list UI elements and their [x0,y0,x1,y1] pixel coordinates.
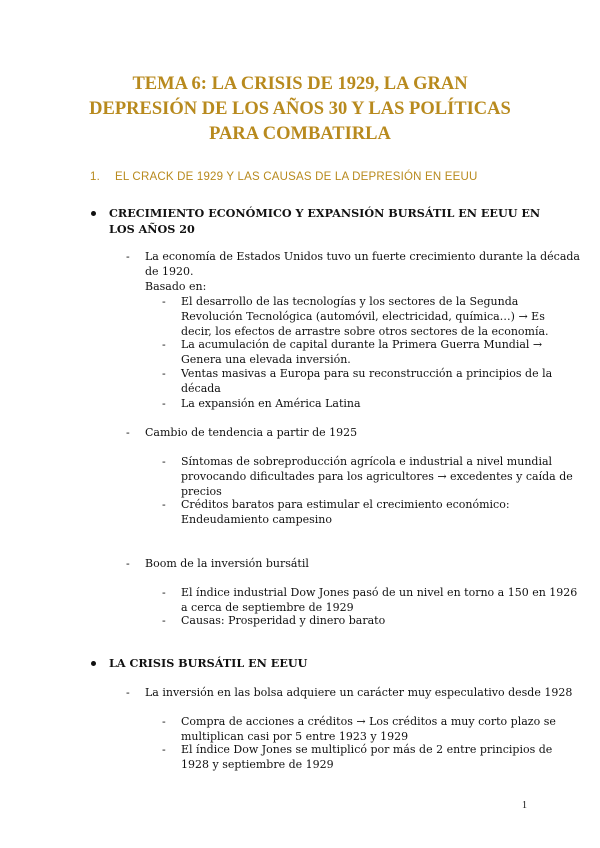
list-item: La inversión en las bolsa adquiere un carácter muy especulativo desde 1928 [145,686,573,699]
sub-list-item: Créditos baratos para estimular el crecimiento económico: Endeudamiento campesino [181,498,510,526]
bullet-icon [91,211,96,216]
sub-list-item: Causas: Prosperidad y dinero barato [181,614,386,627]
block-heading: LA CRISIS BURSÁTIL EN EEUU [109,656,308,670]
dash-icon: - [162,455,166,468]
block-heading: CRECIMIENTO ECONÓMICO Y EXPANSIÓN BURSÁTIL EN EEUU EN LOS AÑOS 20 [109,206,541,236]
sub-list-item: El índice industrial Dow Jones pasó de un nivel en torno a 150 en 1926 a cerca de septiembre de 1929 [181,586,578,614]
section-title: EL CRACK DE 1929 Y LAS CAUSAS DE LA DEPRESIÓN EN EEUU [115,171,478,183]
list-item: Cambio de tendencia a partir de 1925 [145,426,358,439]
sub-list-item: La acumulación de capital durante la Primera Guerra Mundial → Genera una elevada inversión. [181,338,543,366]
dash-icon: - [162,498,166,511]
sub-list-item: La expansión en América Latina [181,397,361,410]
dash-icon: - [162,338,166,351]
sub-list-item: Compra de acciones a créditos → Los créditos a muy corto plazo se multiplican casi por 5 entre 1923 y 1929 [181,715,556,743]
sub-list-item: Síntomas de sobreproducción agrícola e industrial a nivel mundial provocando dificultades para los agricultores → excedentes y caída de precios [181,455,573,498]
dash-icon: - [162,367,166,380]
sub-list-item: El índice Dow Jones se multiplicó por más de 2 entre principios de 1928 y septiembre de 1929 [181,743,553,771]
page-number: 1 [522,800,527,811]
dash-icon: - [162,715,166,728]
dash-icon: - [126,426,130,439]
dash-icon: - [126,557,130,570]
document-title [60,72,540,147]
title-line: TEMA 6: LA CRISIS DE 1929, LA GRAN [132,74,468,94]
title-line: DEPRESIÓN DE LOS AÑOS 30 Y LAS POLÍTICAS [89,99,511,119]
bullet-icon [91,661,96,666]
dash-icon: - [162,295,166,308]
list-item: Boom de la inversión bursátil [145,557,309,570]
sub-list-item: El desarrollo de las tecnologías y los sectores de la Segunda Revolución Tecnológica (automóvil, electricidad, química…) → Es decir, los efectos de arrastre sobre otros sectores de la economía. [181,295,549,338]
dash-icon: - [126,686,130,699]
title-line: PARA COMBATIRLA [209,124,391,144]
dash-icon: - [126,250,130,263]
dash-icon: - [162,743,166,756]
dash-icon: - [162,397,166,410]
list-item: La economía de Estados Unidos tuvo un fuerte crecimiento durante la década de 1920. Basado en: [145,250,580,293]
section-number: 1. [90,171,100,183]
dash-icon: - [162,614,166,627]
dash-icon: - [162,586,166,599]
sub-list-item: Ventas masivas a Europa para su reconstrucción a principios de la década [181,367,553,395]
